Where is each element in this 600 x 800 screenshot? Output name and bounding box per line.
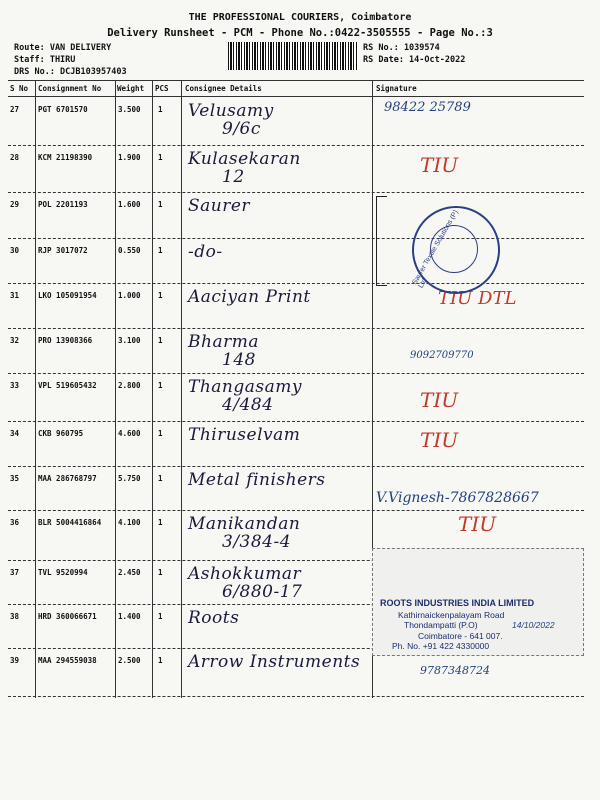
stamp-address-3: Coimbatore - 641 007.: [418, 631, 503, 641]
row-pcs: 1: [158, 568, 163, 577]
route-label: Route: VAN DELIVERY: [14, 43, 112, 53]
row-consignment-no: PGT 6701570: [38, 105, 88, 114]
row-signature: V.Vignesh-7867828667: [376, 490, 539, 506]
table-header-border: [8, 96, 584, 97]
row-consignment-no: TVL 9520994: [38, 568, 88, 577]
row-separator: [8, 328, 584, 329]
row-signature: TIU: [420, 428, 459, 452]
row-signature: TIU: [420, 388, 459, 412]
row-consignee: Bharma: [188, 332, 259, 352]
col-consignee: Consignee Details: [185, 84, 262, 93]
row-sno: 35: [10, 474, 20, 483]
row-pcs: 1: [158, 612, 163, 621]
row-weight: 1.900: [118, 153, 141, 162]
row-consignee-address: 4/484: [222, 395, 274, 415]
row-weight: 3.500: [118, 105, 141, 114]
row-separator: [8, 145, 584, 146]
row-weight: 3.100: [118, 336, 141, 345]
row-consignment-no: PRO 13908366: [38, 336, 93, 345]
row-separator: [8, 510, 584, 511]
col-signature: Signature: [376, 84, 417, 93]
row-separator: [8, 696, 584, 697]
row-consignee: Manikandan: [188, 514, 301, 534]
row-signature: 9092709770: [410, 350, 474, 361]
row-consignee: Kulasekaran: [188, 149, 301, 169]
row-sno: 28: [10, 153, 20, 162]
row-separator: [8, 373, 584, 374]
row-separator: [8, 421, 584, 422]
barcode: [228, 42, 358, 70]
row-consignment-no: VPL 519605432: [38, 381, 97, 390]
row-consignee: Thiruselvam: [188, 425, 301, 445]
stamp-address-2: Thondampatti (P.O): [404, 620, 478, 630]
row-weight: 2.800: [118, 381, 141, 390]
row-consignee: Arrow Instruments: [188, 652, 361, 672]
row-consignee-address: 9/6c: [222, 119, 261, 139]
row-consignee-address: 148: [222, 350, 256, 370]
col-pcs: PCS: [155, 84, 169, 93]
col-weight: Weight: [117, 84, 145, 93]
row-weight: 2.450: [118, 568, 141, 577]
row-sno: 33: [10, 381, 20, 390]
row-pcs: 1: [158, 153, 163, 162]
row-weight: 4.600: [118, 429, 141, 438]
col-divider: [152, 80, 153, 698]
row-consignee-address: 3/384-4: [222, 532, 292, 552]
row-weight: 1.400: [118, 612, 141, 621]
row-weight: 1.000: [118, 291, 141, 300]
row-sno: 30: [10, 246, 20, 255]
row-pcs: 1: [158, 200, 163, 209]
row-sno: 31: [10, 291, 20, 300]
col-sno: S No: [10, 84, 29, 93]
stamp-company: ROOTS INDUSTRIES INDIA LIMITED: [380, 598, 535, 608]
row-consignment-no: HRD 360066671: [38, 612, 97, 621]
row-consignment-no: CKB 960795: [38, 429, 84, 438]
row-sno: 34: [10, 429, 20, 438]
row-consignment-no: POL 2201193: [38, 200, 88, 209]
row-pcs: 1: [158, 291, 163, 300]
col-divider: [181, 80, 182, 698]
row-signature: TIU DTL: [438, 288, 517, 309]
row-separator: [8, 192, 584, 193]
row-consignee: Thangasamy: [188, 377, 302, 397]
row-signature: TIU: [458, 512, 497, 536]
row-signature: 9787348724: [420, 664, 490, 677]
row-consignment-no: MAA 294559038: [38, 656, 97, 665]
row-consignee-address: 6/880-17: [222, 582, 303, 602]
row-sno: 36: [10, 518, 20, 527]
row-signature: TIU: [420, 153, 459, 177]
row-sno: 29: [10, 200, 20, 209]
row-weight: 1.600: [118, 200, 141, 209]
row-sno: 37: [10, 568, 20, 577]
row-consignee: Roots: [188, 608, 240, 628]
row-sno: 38: [10, 612, 20, 621]
row-pcs: 1: [158, 246, 163, 255]
stamp-date: 14/10/2022: [512, 620, 555, 630]
row-consignment-no: KCM 21198390: [38, 153, 93, 162]
table-top-border: [8, 80, 584, 81]
row-consignee: Metal finishers: [188, 470, 326, 490]
col-divider: [115, 80, 116, 698]
row-consignment-no: LKO 105091954: [38, 291, 97, 300]
stamp-address-1: Kathirnaickenpalayam Road: [398, 610, 505, 620]
row-sno: 32: [10, 336, 20, 345]
col-divider: [35, 80, 36, 698]
row-consignee: Aaciyan Print: [188, 287, 311, 307]
row-signature: 98422 25789: [384, 100, 471, 115]
rs-date: RS Date: 14-Oct-2022: [363, 55, 466, 65]
row-pcs: 1: [158, 429, 163, 438]
row-weight: 0.550: [118, 246, 141, 255]
document-subtitle: Delivery Runsheet - PCM - Phone No.:0422-3505555 - Page No.:3: [107, 27, 493, 39]
row-consignment-no: RJP 3017072: [38, 246, 88, 255]
row-sno: 39: [10, 656, 20, 665]
row-pcs: 1: [158, 656, 163, 665]
row-consignee: -do-: [188, 242, 223, 262]
row-pcs: 1: [158, 474, 163, 483]
row-pcs: 1: [158, 105, 163, 114]
drs-number: DRS No.: DCJB103957403: [14, 67, 127, 77]
bracket-mark: [376, 196, 387, 286]
row-consignee: Saurer: [188, 196, 251, 216]
row-weight: 5.750: [118, 474, 141, 483]
stamp-phone: Ph. No. +91 422 4330000: [392, 641, 490, 651]
row-pcs: 1: [158, 518, 163, 527]
row-consignee: Ashokkumar: [188, 564, 302, 584]
row-separator: [8, 283, 584, 284]
row-consignment-no: MAA 286768797: [38, 474, 97, 483]
round-stamp-text: Saurer Textile Solutions (P) Ltd: [411, 209, 460, 290]
row-pcs: 1: [158, 336, 163, 345]
row-sno: 27: [10, 105, 20, 114]
row-separator: [8, 466, 584, 467]
row-pcs: 1: [158, 381, 163, 390]
row-weight: 4.100: [118, 518, 141, 527]
col-consignment: Consignment No: [38, 84, 102, 93]
row-weight: 2.500: [118, 656, 141, 665]
row-consignee: Velusamy: [188, 101, 274, 121]
row-consignee-address: 12: [222, 167, 245, 187]
staff-label: Staff: THIRU: [14, 55, 76, 65]
row-consignment-no: BLR 5004416864: [38, 518, 102, 527]
document-title: THE PROFESSIONAL COURIERS, Coimbatore: [188, 12, 412, 23]
rs-number: RS No.: 1039574: [363, 43, 440, 53]
